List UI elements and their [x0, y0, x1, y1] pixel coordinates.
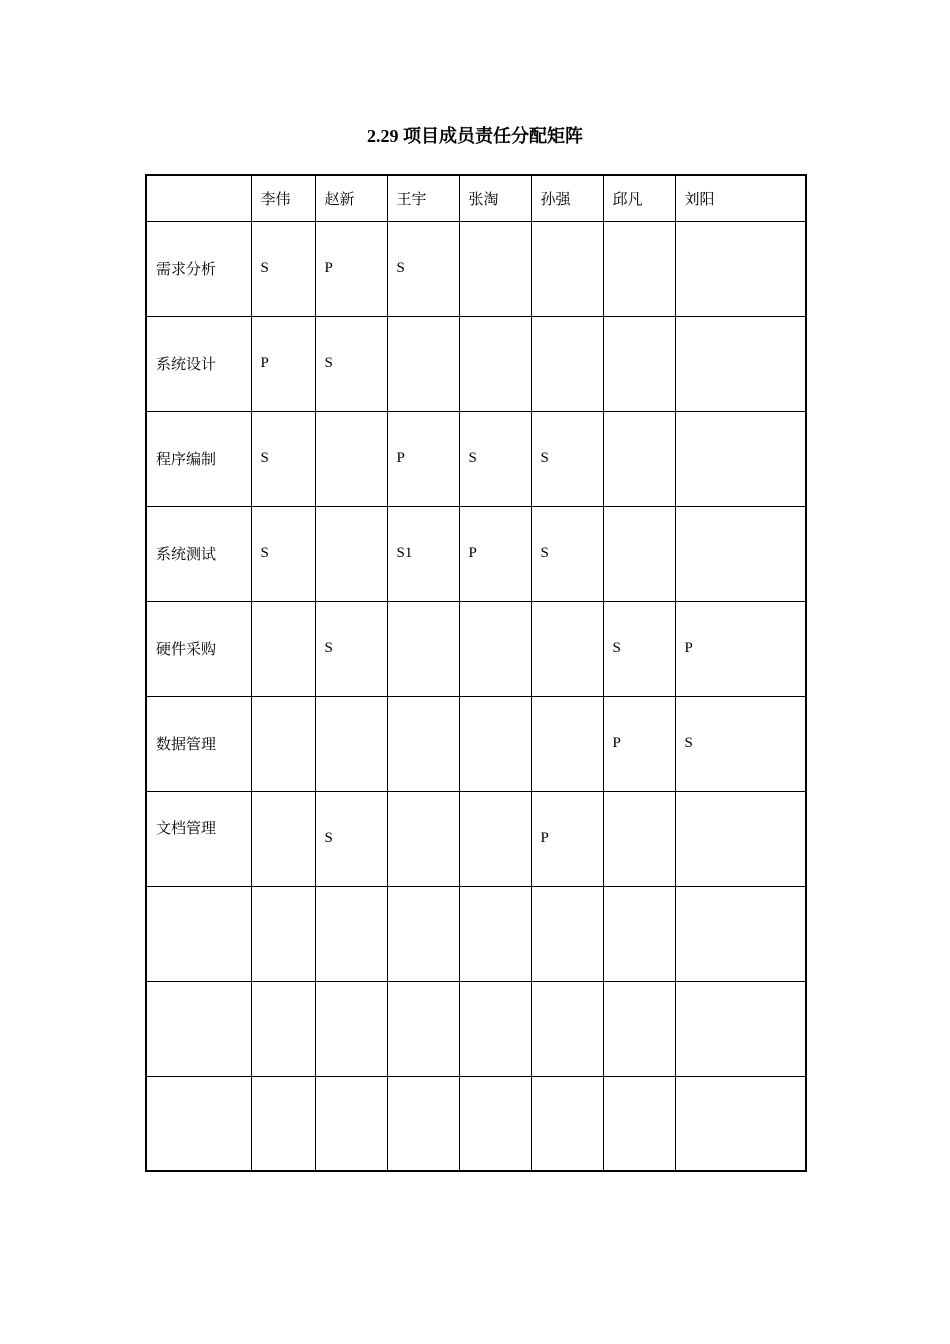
role-cell — [459, 601, 531, 696]
member-header: 张淘 — [459, 175, 531, 221]
role-cell — [675, 221, 806, 316]
role-cell: S — [531, 506, 603, 601]
role-cell — [315, 981, 387, 1076]
role-cell — [315, 886, 387, 981]
role-cell — [675, 981, 806, 1076]
role-cell — [675, 1076, 806, 1171]
task-label — [146, 886, 251, 981]
role-cell — [387, 696, 459, 791]
table-row — [146, 981, 806, 1076]
role-cell — [531, 221, 603, 316]
table-row — [146, 601, 806, 696]
role-cell — [387, 1076, 459, 1171]
responsibility-matrix-table — [145, 174, 807, 1172]
member-header: 邱凡 — [603, 175, 675, 221]
page-title: 2.29 项目成员责任分配矩阵 — [367, 126, 583, 146]
role-cell: S — [531, 411, 603, 506]
role-cell — [315, 1076, 387, 1171]
role-cell — [387, 791, 459, 886]
role-cell: S — [603, 601, 675, 696]
task-label: 系统测试 — [146, 506, 251, 601]
role-cell — [251, 791, 315, 886]
table-row — [146, 506, 806, 601]
role-cell: P — [387, 411, 459, 506]
role-cell: S — [251, 411, 315, 506]
role-cell — [603, 981, 675, 1076]
role-cell — [531, 981, 603, 1076]
role-cell — [315, 411, 387, 506]
role-cell — [387, 316, 459, 411]
role-cell — [675, 506, 806, 601]
role-cell — [459, 1076, 531, 1171]
role-cell — [251, 696, 315, 791]
task-label: 程序编制 — [146, 411, 251, 506]
role-cell — [459, 886, 531, 981]
role-cell — [531, 886, 603, 981]
role-cell: S — [315, 791, 387, 886]
role-cell: S — [387, 221, 459, 316]
role-cell — [251, 1076, 315, 1171]
role-cell — [459, 316, 531, 411]
role-cell — [675, 886, 806, 981]
task-label: 硬件采购 — [146, 601, 251, 696]
role-cell — [531, 601, 603, 696]
role-cell — [603, 316, 675, 411]
task-label: 文档管理 — [146, 791, 251, 886]
role-cell: S — [675, 696, 806, 791]
role-cell: P — [315, 221, 387, 316]
member-header: 赵新 — [315, 175, 387, 221]
member-header: 王宇 — [387, 175, 459, 221]
table-row — [146, 696, 806, 791]
task-label: 系统设计 — [146, 316, 251, 411]
role-cell — [459, 791, 531, 886]
role-cell — [603, 791, 675, 886]
table-row — [146, 221, 806, 316]
table-row — [146, 411, 806, 506]
role-cell — [675, 791, 806, 886]
task-label — [146, 1076, 251, 1171]
role-cell — [603, 1076, 675, 1171]
role-cell: P — [251, 316, 315, 411]
role-cell — [315, 696, 387, 791]
task-label: 需求分析 — [146, 221, 251, 316]
role-cell — [251, 886, 315, 981]
member-header: 孙强 — [531, 175, 603, 221]
task-label — [146, 981, 251, 1076]
role-cell: S — [315, 316, 387, 411]
table-row — [146, 791, 806, 886]
role-cell — [387, 886, 459, 981]
task-label: 数据管理 — [146, 696, 251, 791]
role-cell: S — [459, 411, 531, 506]
table-row — [146, 886, 806, 981]
role-cell: S — [251, 221, 315, 316]
table-row — [146, 316, 806, 411]
role-cell: P — [603, 696, 675, 791]
role-cell: P — [531, 791, 603, 886]
role-cell — [387, 601, 459, 696]
role-cell — [251, 981, 315, 1076]
role-cell: S — [251, 506, 315, 601]
role-cell — [531, 696, 603, 791]
role-cell — [459, 981, 531, 1076]
role-cell: P — [459, 506, 531, 601]
role-cell — [315, 506, 387, 601]
role-cell — [603, 506, 675, 601]
role-cell — [531, 1076, 603, 1171]
role-cell — [675, 316, 806, 411]
role-cell — [459, 696, 531, 791]
member-header: 刘阳 — [675, 175, 806, 221]
role-cell — [603, 411, 675, 506]
table-row — [146, 1076, 806, 1171]
role-cell — [251, 601, 315, 696]
role-cell — [603, 886, 675, 981]
role-cell: P — [675, 601, 806, 696]
role-cell — [603, 221, 675, 316]
role-cell — [675, 411, 806, 506]
header-row — [146, 175, 806, 221]
role-cell — [531, 316, 603, 411]
role-cell: S — [315, 601, 387, 696]
member-header: 李伟 — [251, 175, 315, 221]
role-cell: S1 — [387, 506, 459, 601]
role-cell — [459, 221, 531, 316]
corner-cell — [146, 175, 251, 221]
role-cell — [387, 981, 459, 1076]
